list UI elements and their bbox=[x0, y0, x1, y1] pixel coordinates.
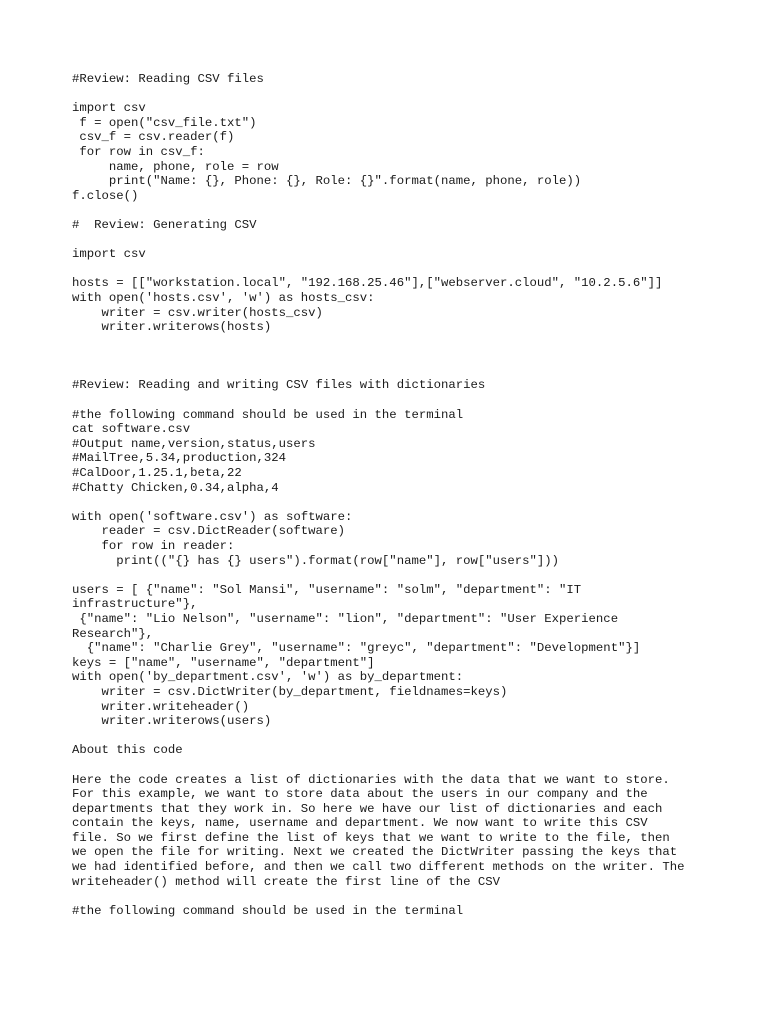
document-line: writer.writerows(users) bbox=[72, 714, 272, 729]
document-line bbox=[72, 349, 722, 364]
document-line: we open the file for writing. Next we created the DictWriter passing the keys that bbox=[72, 845, 678, 860]
document-line: cat software.csv bbox=[72, 422, 191, 437]
document-line: name, phone, role = row bbox=[72, 159, 279, 174]
document-line bbox=[72, 203, 722, 218]
document-line: Research"}, bbox=[72, 626, 154, 641]
document-line: with open('software.csv') as software: bbox=[72, 509, 353, 524]
document-line: Here the code creates a list of dictionaries with the data that we want to store. bbox=[72, 772, 670, 787]
document-line: writer = csv.DictWriter(by_department, fieldnames=keys) bbox=[72, 684, 508, 699]
document-line bbox=[72, 335, 722, 350]
document-line bbox=[72, 758, 722, 773]
document-line: for row in csv_f: bbox=[72, 144, 205, 159]
document-line: for row in reader: bbox=[72, 539, 235, 553]
document-line: #the following command should be used in the terminal bbox=[72, 407, 464, 422]
document-line: writer = csv.writer(hosts_csv) bbox=[72, 305, 323, 320]
document-line: infrastructure"}, bbox=[72, 597, 198, 612]
document-line: About this code bbox=[72, 743, 183, 758]
document-line: csv_f = csv.reader(f) bbox=[72, 130, 235, 145]
document-line: import csv bbox=[72, 247, 146, 262]
document-line bbox=[72, 568, 722, 583]
document-line: reader = csv.DictReader(software) bbox=[72, 524, 346, 539]
document-line: writer.writerows(hosts) bbox=[72, 320, 272, 335]
document-line: # Review: Generating CSV bbox=[72, 217, 257, 232]
document-line: #Chatty Chicken,0.34,alpha,4 bbox=[72, 480, 279, 495]
document-line: writer.writeheader() bbox=[72, 699, 250, 714]
document-line bbox=[72, 889, 722, 904]
document-line: import csv bbox=[72, 101, 146, 116]
document-line: we had identified before, and then we call two different methods on the writer. The bbox=[72, 860, 685, 875]
document-line: departments that they work in. So here we have our list of dictionaries and each bbox=[72, 801, 663, 816]
document-line: hosts = [["workstation.local", "192.168.25.46"],["webserver.cloud", "10.2.5.6"]] bbox=[72, 276, 663, 291]
document-page bbox=[72, 72, 722, 918]
document-line: #MailTree,5.34,production,324 bbox=[72, 451, 287, 466]
document-line bbox=[72, 495, 722, 510]
document-line bbox=[72, 87, 722, 102]
document-line bbox=[72, 233, 722, 248]
document-line: keys = ["name", "username", "department"] bbox=[72, 655, 375, 670]
document-line: #the following command should be used in the terminal bbox=[72, 903, 464, 918]
document-line: contain the keys, name, username and department. We now want to write this CSV bbox=[72, 816, 648, 831]
document-line: {"name": "Lio Nelson", "username": "lion", "department": "User Experience bbox=[72, 611, 619, 626]
document-line: #Review: Reading and writing CSV files with dictionaries bbox=[72, 378, 486, 393]
document-line: print("Name: {}, Phone: {}, Role: {}".format(name, phone, role)) bbox=[72, 174, 582, 189]
document-line bbox=[72, 262, 722, 277]
document-line: writeheader() method will create the first line of the CSV bbox=[72, 874, 501, 889]
document-line: with open('hosts.csv', 'w') as hosts_csv: bbox=[72, 290, 375, 305]
document-line bbox=[72, 364, 722, 379]
document-line: {"name": "Charlie Grey", "username": "greyc", "department": "Development"}] bbox=[72, 641, 641, 656]
document-line bbox=[72, 393, 722, 408]
document-line: users = [ {"name": "Sol Mansi", "username": "solm", "department": "IT bbox=[72, 582, 582, 597]
document-line: #Output name,version,status,users bbox=[72, 436, 316, 451]
document-line: file. So we first define the list of keys that we want to write to the file, then bbox=[72, 830, 670, 845]
document-line: f.close() bbox=[72, 188, 139, 203]
document-line bbox=[72, 729, 722, 744]
document-line: f = open("csv_file.txt") bbox=[72, 115, 257, 130]
document-line: #Review: Reading CSV files bbox=[72, 72, 264, 86]
document-line: For this example, we want to store data about the users in our company and the bbox=[72, 787, 648, 802]
document-line: #CalDoor,1.25.1,beta,22 bbox=[72, 466, 242, 481]
document-line: with open('by_department.csv', 'w') as by_department: bbox=[72, 670, 464, 685]
document-line: print(("{} has {} users").format(row["name"], row["users"])) bbox=[72, 553, 560, 568]
